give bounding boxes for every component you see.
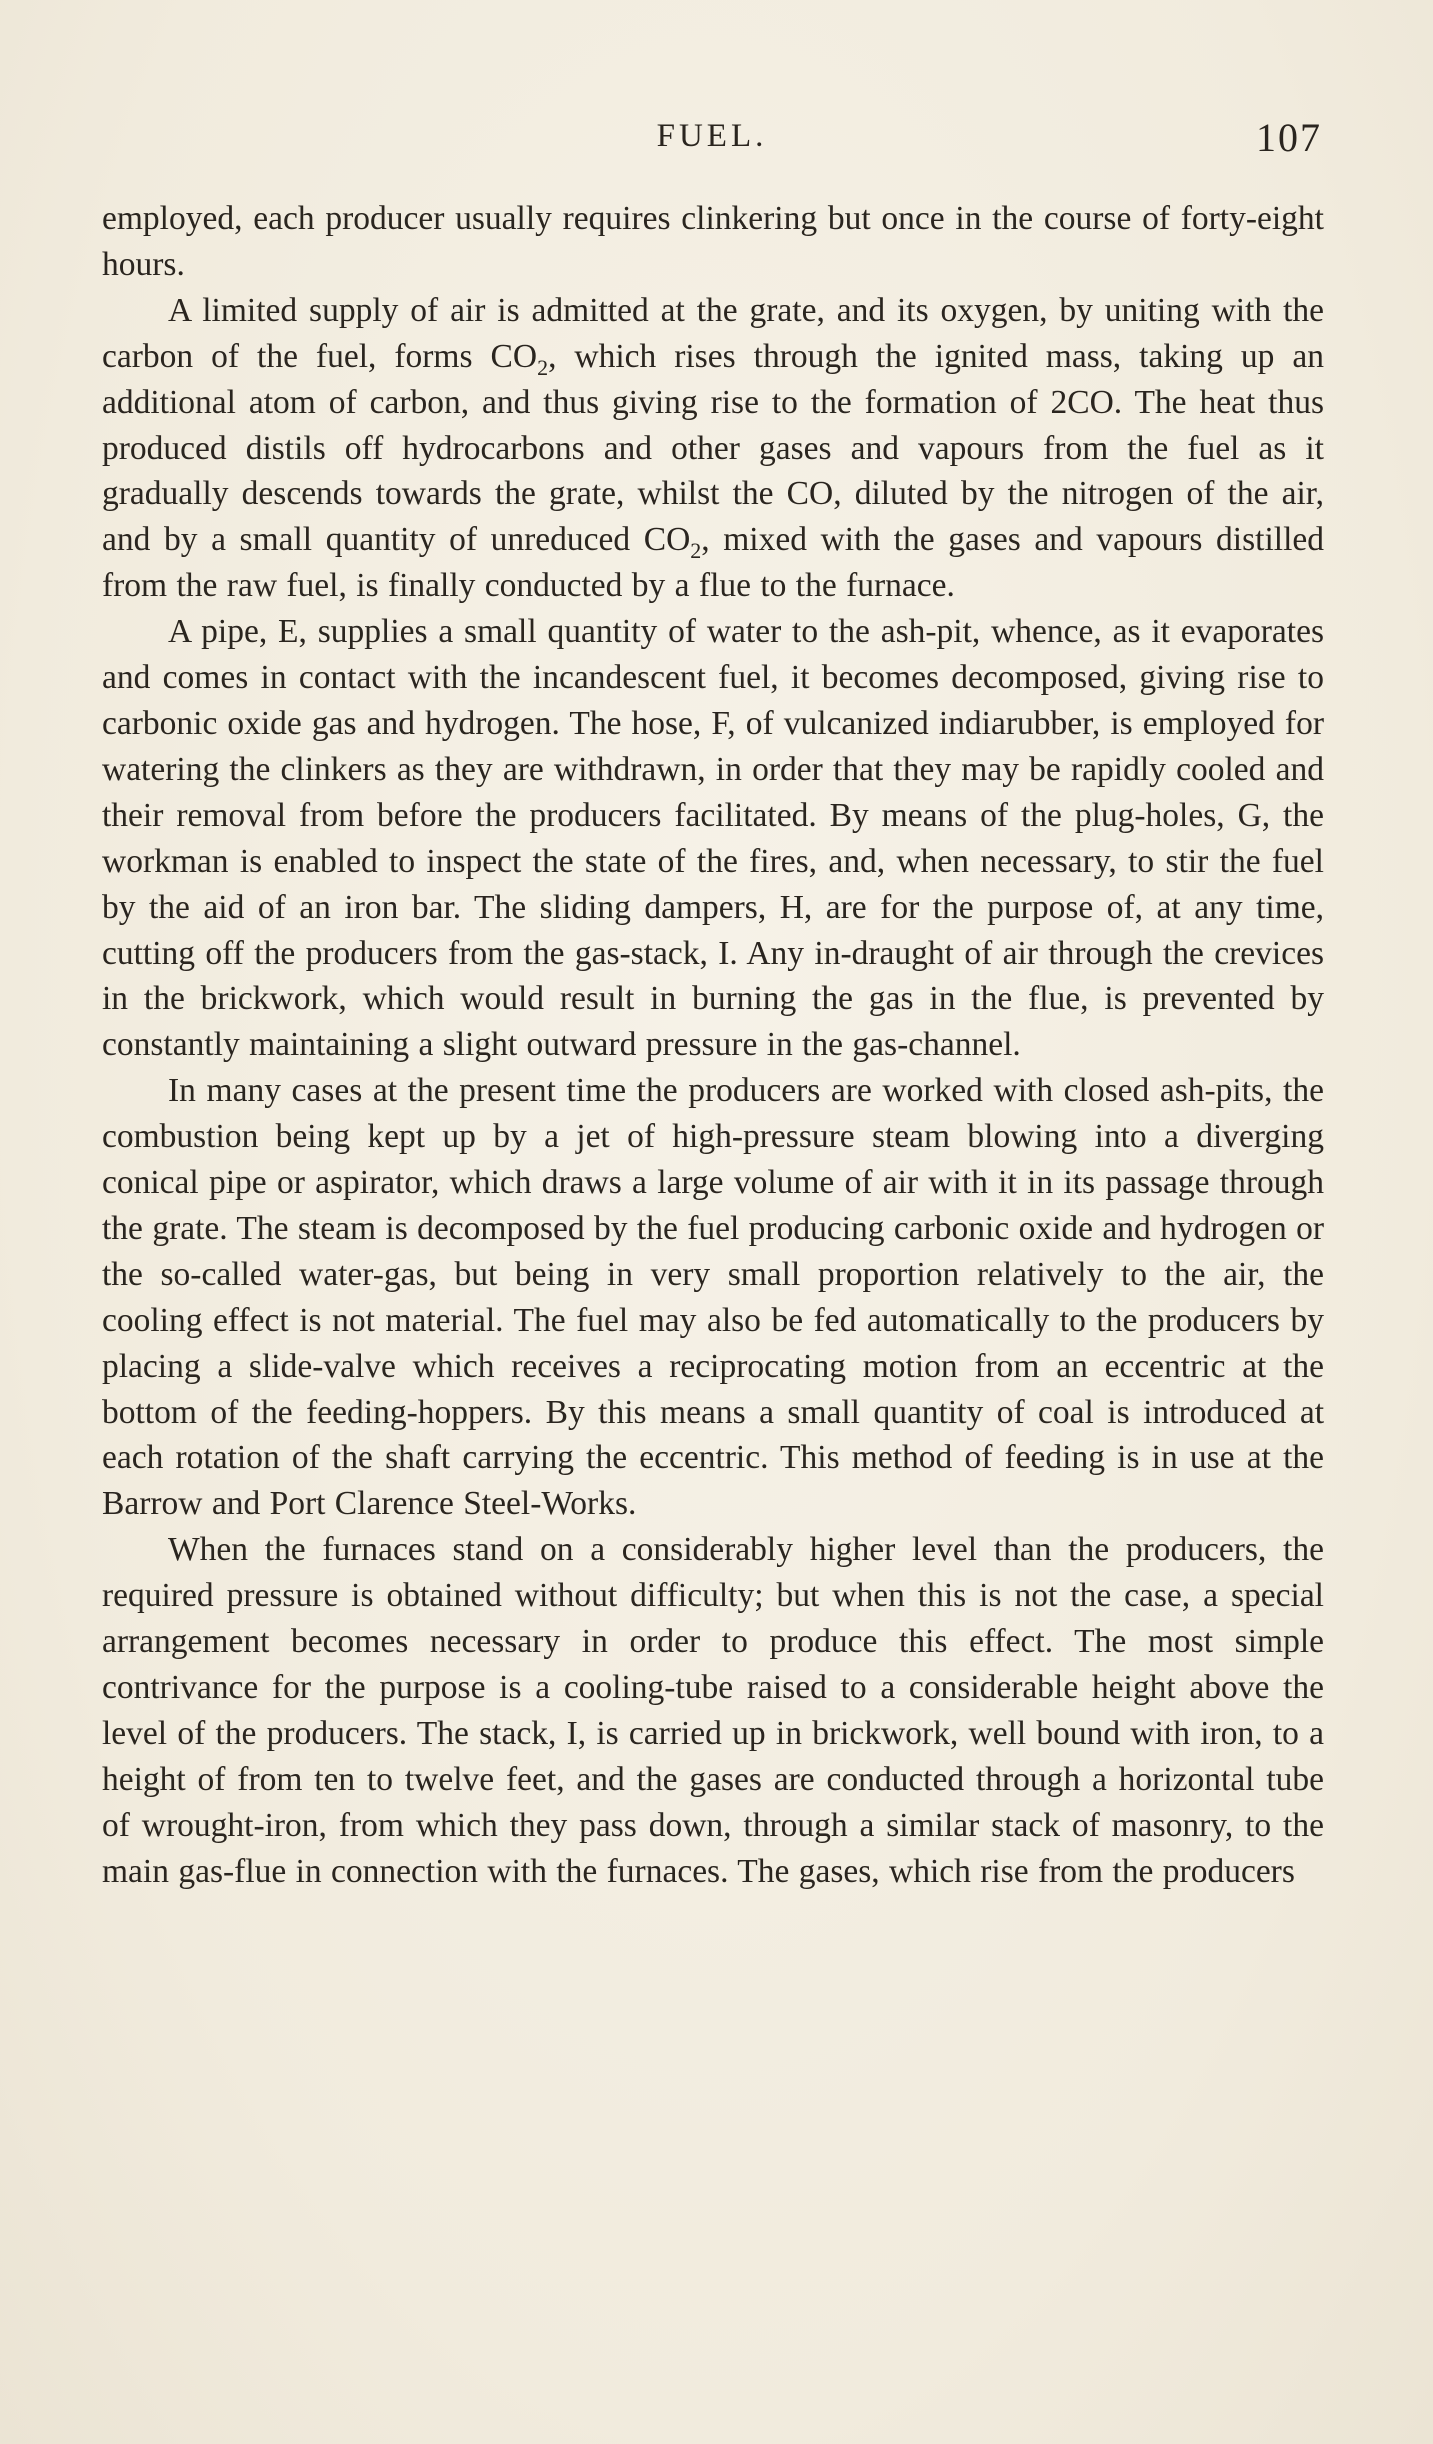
paragraph-2: [102, 288, 1324, 609]
body-text: [102, 196, 1324, 1895]
paragraph-5: When the furnaces stand on a considerably higher level than the producers, the required pressure is obtained without difficulty; but when this is not the case, a special arrangement becomes necessary in order to produce this effect. The most simple contrivance for the purpose is a cooling-tube raised to a considerable height above the level of the producers. The stack, I, is carried up in brickwork, well bound with iron, to a height of from ten to twelve feet, and the gases are conducted through a horizontal tube of wrought-iron, from which they pass down, through a similar stack of masonry, to the main gas-flue in connection with the furnaces. The gases, which rise from the producers: [102, 1531, 1324, 1890]
running-head: [102, 115, 1322, 162]
subscript-2: 2: [537, 354, 549, 380]
subscript-2: 2: [690, 538, 702, 564]
paragraph-2-part-2: , which rises through the ignited mass, taking up an additional atom of carbon, and thus giving rise to the formation of 2CO. The heat thus produced distils off hydrocarbons and other gases and vapours from the fuel as it gradually descends towards the grate, whilst the CO, diluted by the nitrogen of the air, and by a small quantity of unreduced CO: [102, 337, 1324, 559]
paragraph-2-part-3: , mixed with the gases and vapours distilled from the raw fuel, is finally conducted by a flue to the furnace.: [102, 521, 1324, 605]
running-title: FUEL.: [656, 118, 768, 154]
paragraph-3: A pipe, E, supplies a small quantity of water to the ash-pit, whence, as it evaporates and comes in contact with the incandescent fuel, it becomes decomposed, giving rise to carbonic oxide gas and hydrogen. The hose, F, of vulcanized indiarubber, is employed for watering the clinkers as they are withdrawn, in order that they may be rapidly cooled and their removal from before the producers facilitated. By means of the plug-holes, G, the workman is enabled to inspect the state of the fires, and, when necessary, to stir the fuel by the aid of an iron bar. The sliding dampers, H, are for the purpose of, at any time, cutting off the producers from the gas-stack, I. Any in-draught of air through the crevices in the brickwork, which would result in burning the gas in the flue, is prevented by constantly maintaining a slight outward pressure in the gas-channel.: [102, 613, 1324, 1064]
paragraph-1: employed, each producer usually requires clinkering but once in the course of forty-eight hours.: [102, 200, 1324, 283]
paragraph-4: In many cases at the present time the producers are worked with closed ash-pits, the combustion being kept up by a jet of high-pressure steam blowing into a diverging conical pipe or aspirator, which draws a large volume of air with it in its passage through the grate. The steam is decomposed by the fuel producing carbonic oxide and hydrogen or the so-called water-gas, but being in very small proportion relatively to the air, the cooling effect is not material. The fuel may also be fed automatically to the producers by placing a slide-valve which receives a reciprocating motion from an eccentric at the bottom of the feeding-hoppers. By this means a small quantity of coal is introduced at each rotation of the shaft carrying the eccentric. This method of feeding is in use at the Barrow and Port Clarence Steel-Works.: [102, 1072, 1324, 1523]
paragraph-2-part-1: A limited supply of air is admitted at the grate, and its oxygen, by uniting with the carbon of the fuel, forms CO: [102, 291, 1324, 375]
page-number: 107: [1256, 115, 1322, 160]
